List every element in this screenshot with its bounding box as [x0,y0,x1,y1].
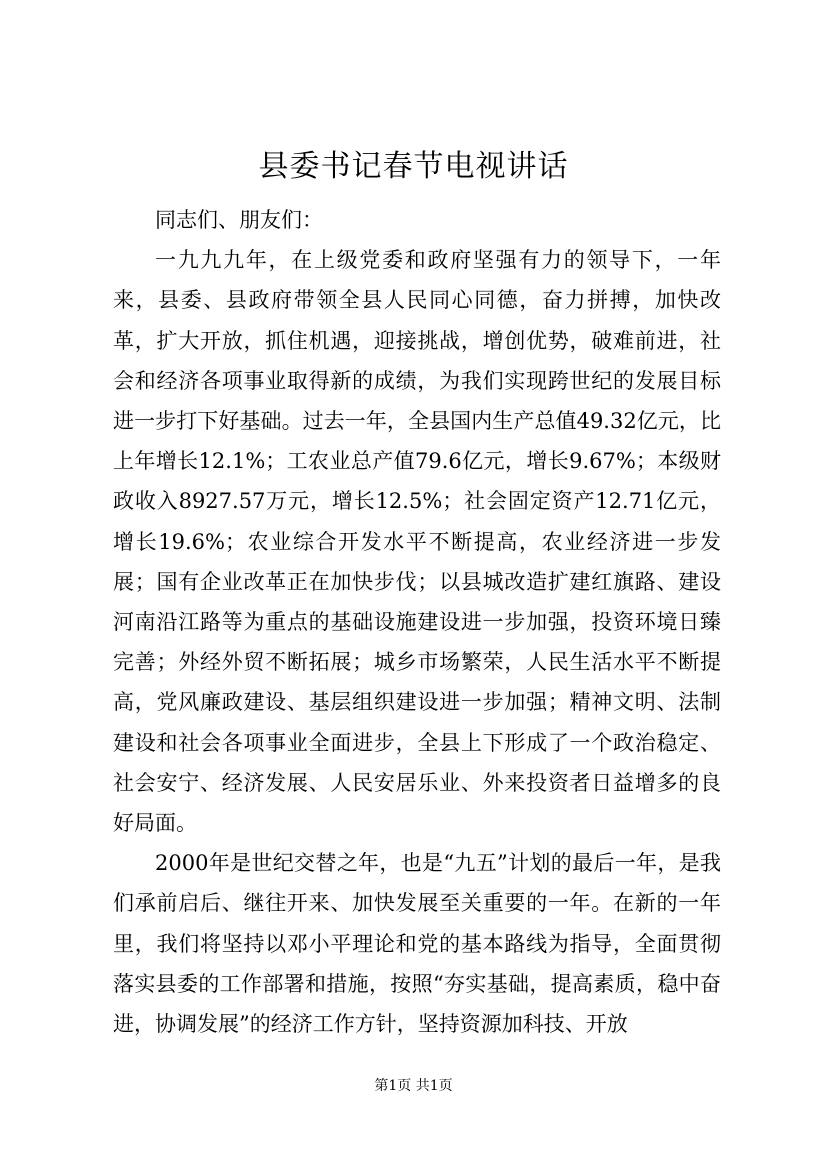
paragraph-1: 一九九九年，在上级党委和政府坚强有力的领导下，一年来，县委、县政府带领全县人民同心同德，奋力拼搏，加快改革，扩大开放，抓住机遇，迎接挑战，增创优势，破难前进，社会和经济各项事业取得新的成绩，为我们实现跨世纪的发展目标进一步打下好基础。过去一年，全县国内生产总值49.32亿元，比上年增长12.1%；工农业总产值79.6亿元，增长9.67%；本级财政收入8927.57万元，增长12.5%；社会固定资产12.71亿元，增长19.6%；农业综合开发水平不断提高，农业经济进一步发展；国有企业改革正在加快步伐；以县城改造扩建红旗路、建设河南沿江路等为重点的基础设施建设进一步加强，投资环境日臻完善；外经外贸不断拓展；城乡市场繁荣，人民生活水平不断提高，党风廉政建设、基层组织建设进一步加强；精神文明、法制建设和社会各项事业全面进步，全县上下形成了一个政治稳定、社会安宁、经济发展、人民安居乐业、外来投资者日益增多的良好局面。 [113,248,721,836]
salutation: 同志们、朋友们： [155,208,323,232]
paragraph-2: 2000年是世纪交替之年，也是“九五”计划的最后一年，是我们承前启后、继往开来、加快发展至关重要的一年。在新的一年里，我们将坚持以邓小平理论和党的基本路线为指导，全面贯彻落实县委的工作部署和措施，按照“夯实基础，提高素质，稳中奋进，协调发展”的经济工作方针，坚持资源加科技、开放 [113,851,721,1037]
document-title: 县委书记春节电视讲话 [258,149,569,184]
page-number: 第1页 共1页 [374,1078,453,1094]
document-body [113,200,721,1044]
